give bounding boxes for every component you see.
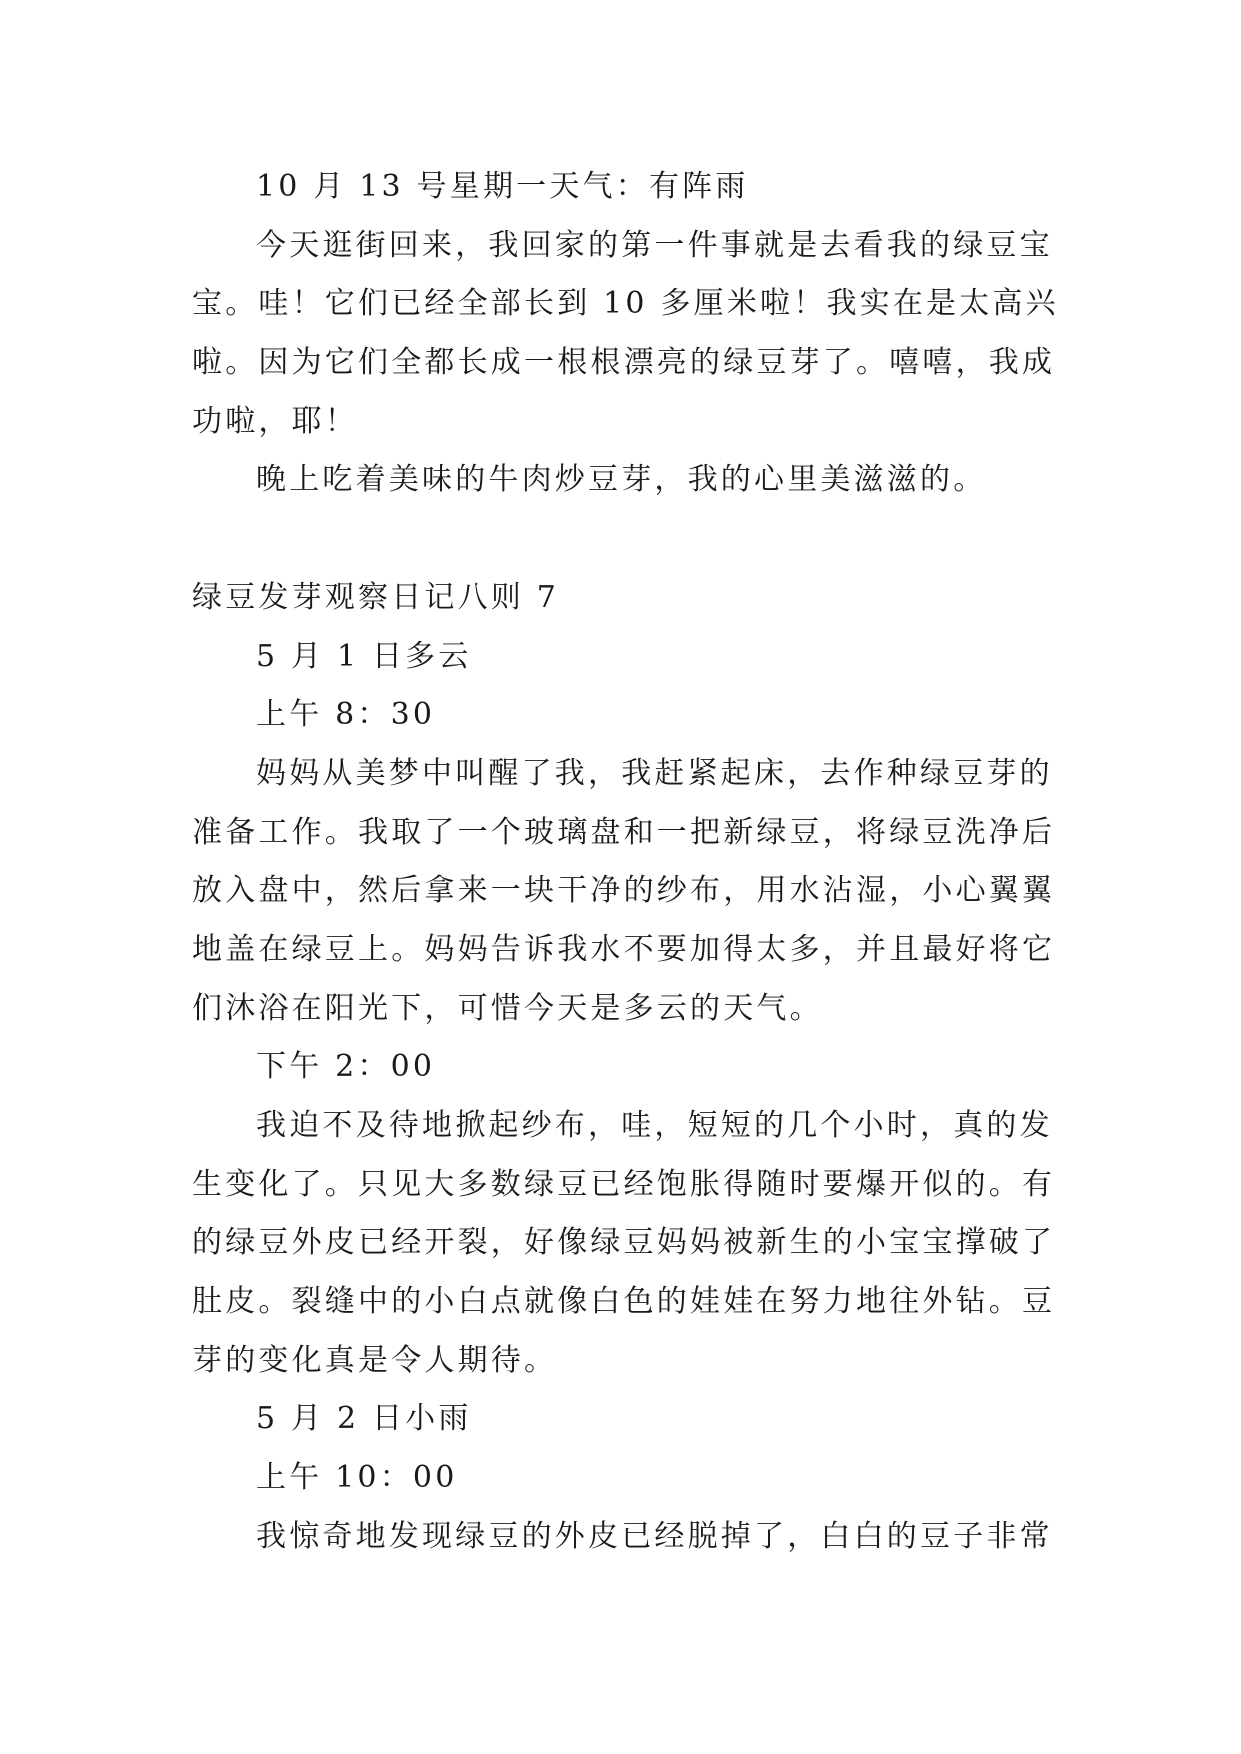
paragraph: [192, 745, 1062, 1038]
paragraph-line: 地盖在绿豆上。妈妈告诉我水不要加得太多，并且最好将它: [192, 931, 1056, 967]
paragraph: 晚上吃着美味的牛肉炒豆芽，我的心里美滋滋的。: [256, 462, 987, 498]
paragraph: [192, 1508, 1062, 1567]
paragraph-line: 宝。哇！它们已经全部长到 10 多厘米啦！我实在是太高兴: [192, 286, 1059, 322]
paragraph-line: 的绿豆外皮已经开裂，好像绿豆妈妈被新生的小宝宝撑破了: [192, 1225, 1056, 1261]
paragraph-line: 生变化了。只见大多数绿豆已经饱胀得随时要爆开似的。有: [192, 1166, 1056, 1202]
paragraph-line: 放入盘中，然后拿来一块干净的纱布，用水沾湿，小心翼翼: [192, 873, 1056, 909]
document-page: [192, 158, 1062, 1567]
paragraph-line: 我惊奇地发现绿豆的外皮已经脱掉了，白白的豆子非常: [256, 1518, 1053, 1554]
entry-date-weather: 5 月 1 日多云: [256, 638, 472, 674]
spacer: [192, 510, 1062, 569]
paragraph-line: 准备工作。我取了一个玻璃盘和一把新绿豆，将绿豆洗净后: [192, 814, 1056, 850]
entry-time: 下午 2：00: [256, 1049, 436, 1085]
entry-date-weather: 5 月 2 日小雨: [256, 1401, 472, 1437]
paragraph-line: 啦。因为它们全都长成一根根漂亮的绿豆芽了。嘻嘻，我成: [192, 345, 1056, 381]
paragraph: [192, 217, 1062, 452]
paragraph-line: 今天逛街回来，我回家的第一件事就是去看我的绿豆宝: [256, 227, 1053, 263]
paragraph-line: 我迫不及待地掀起纱布，哇，短短的几个小时，真的发: [256, 1108, 1053, 1143]
paragraph-line: 功啦，耶！: [192, 403, 358, 439]
paragraph-line: 妈妈从美梦中叫醒了我，我赶紧起床，去作种绿豆芽的: [256, 755, 1053, 791]
paragraph-line: 肚皮。裂缝中的小白点就像白色的娃娃在努力地往外钻。豆: [192, 1284, 1056, 1320]
entry-time: 上午 8：30: [256, 697, 436, 733]
paragraph-line: 们沐浴在阳光下，可惜今天是多云的天气。: [192, 990, 823, 1026]
paragraph: [192, 1097, 1062, 1390]
paragraph-line: 芽的变化真是令人期待。: [192, 1342, 558, 1378]
entry-date-weather: 10 月 13 号星期一天气：有阵雨: [256, 169, 749, 204]
section-title: 绿豆发芽观察日记八则 7: [192, 579, 560, 615]
entry-time: 上午 10：00: [256, 1460, 458, 1496]
